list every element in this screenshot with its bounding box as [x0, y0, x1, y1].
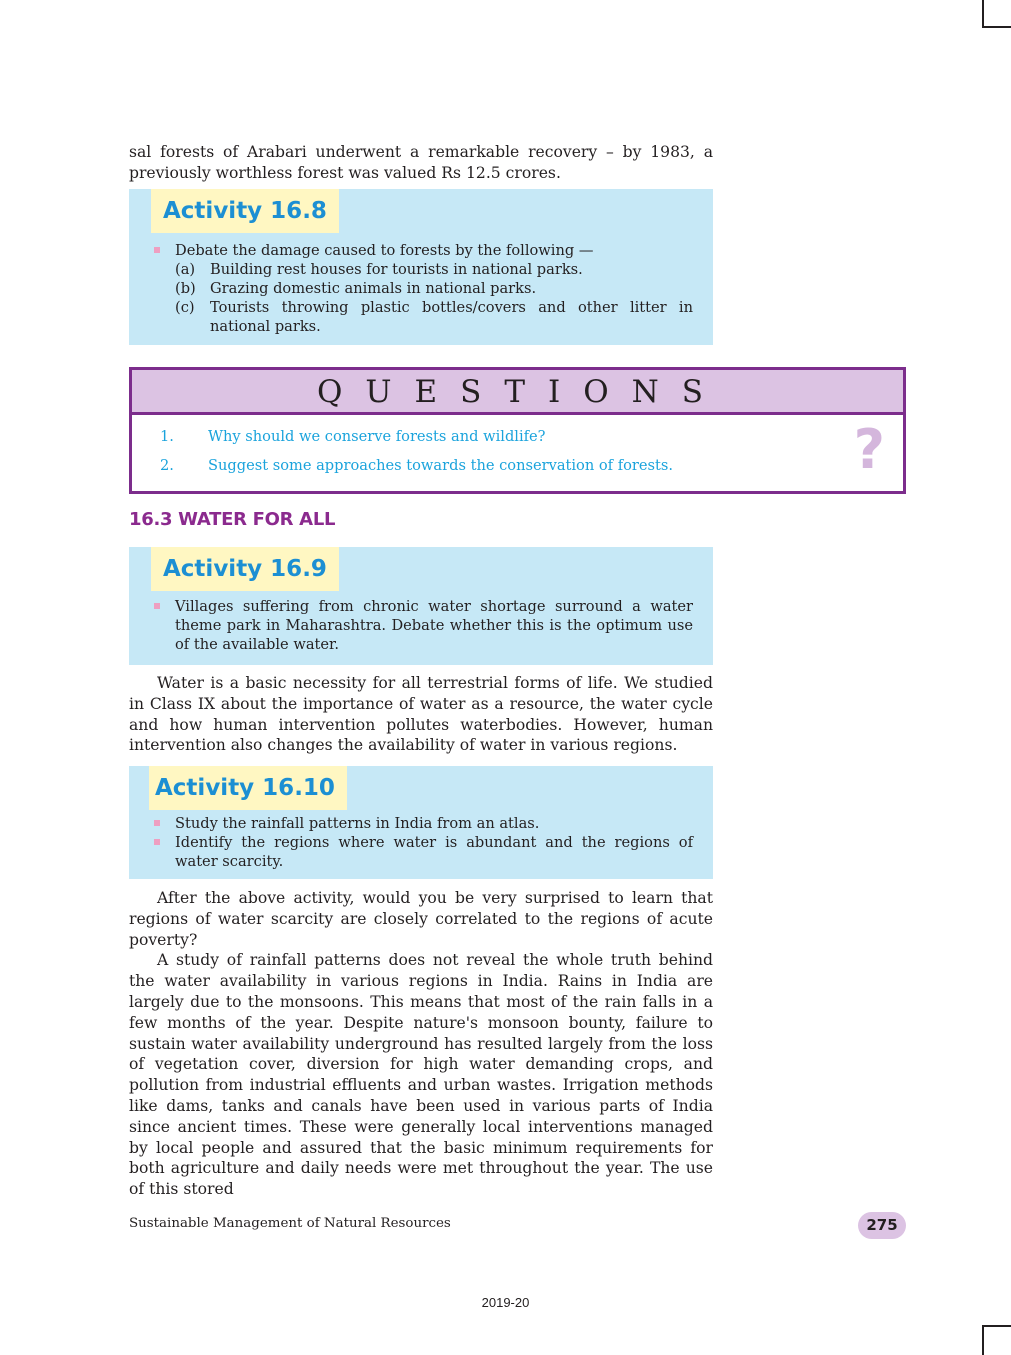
activity-subitem — [151, 279, 693, 298]
intro-paragraph — [129, 142, 713, 184]
paragraph-text: After the above activity, would you be very surprised to learn that regions of water scarcity are closely correlated to the regions of acute poverty? — [129, 889, 713, 949]
activity-bullet — [151, 241, 693, 260]
bullet-square-icon — [151, 597, 175, 654]
footer-book-title: Sustainable Management of Natural Resources — [129, 1216, 451, 1231]
subitem-label: (b) — [175, 280, 196, 297]
water-paragraph — [129, 673, 713, 756]
activity-box-16-9 — [129, 547, 713, 665]
page-number: 275 — [858, 1212, 906, 1239]
activity-subitem — [151, 260, 693, 279]
bullet-square-icon — [151, 814, 175, 833]
question-number: 1. — [160, 428, 174, 445]
intro-line: sal forests of Arabari underwent a remarkable recovery – by 1983, a — [129, 143, 713, 161]
section-heading: 16.3 WATER FOR ALL — [129, 509, 336, 530]
activity-bullet — [151, 814, 693, 833]
intro-line: previously worthless forest was valued Rs 12.5 crores. — [129, 163, 561, 182]
bullet-text: Study the rainfall patterns in India from an atlas. — [175, 815, 540, 832]
activity-body — [151, 241, 693, 336]
question-text: Why should we conserve forests and wildlife? — [208, 428, 546, 445]
activity-title: Activity 16.9 — [151, 547, 339, 591]
bullet-text: Identify the regions where water is abundant and the regions of water scarcity. — [175, 834, 693, 870]
subitem-text: Tourists throwing plastic bottles/covers and other litter in national parks. — [210, 299, 693, 335]
subitem-text: Grazing domestic animals in national parks. — [210, 280, 537, 297]
subitem-text: Building rest houses for tourists in national parks. — [210, 261, 583, 278]
questions-box — [129, 367, 906, 494]
bullet-square-icon — [151, 833, 175, 871]
activity-subitem — [151, 298, 693, 336]
activity-box-16-8 — [129, 189, 713, 345]
body-paragraphs — [129, 888, 713, 1200]
bullet-text: Debate the damage caused to forests by the following — — [175, 242, 594, 259]
activity-box-16-10 — [129, 766, 713, 879]
subitem-label: (a) — [175, 261, 196, 278]
crop-mark-top-right — [982, 0, 1011, 28]
activity-bullet — [151, 597, 693, 654]
question-item — [160, 428, 545, 445]
activity-title: Activity 16.10 — [149, 766, 347, 810]
bullet-text: Villages suffering from chronic water shortage surround a water theme park in Maharashtra. Debate whether this is the optimum use of the available water. — [175, 598, 693, 653]
paragraph-text: A study of rainfall patterns does not reveal the whole truth behind the water availability in various regions in India. Rains in India are largely due to the monsoons. This means that most of the rain falls in a few months of the year. Despite nature's monsoon bounty, failure to sustain water availability underground has resulted largely from the loss of vegetation cover, diversion for high water demanding crops, and pollution from industrial effluents and urban wastes. Irrigation methods like dams, tanks and canals have been used in various parts of India since ancient times. These were generally local interventions managed by local people and assured that the basic minimum requirements for both agriculture and daily needs were met throughout the year. The use of this stored — [129, 951, 713, 1199]
edition-year: 2019-20 — [481, 1295, 530, 1310]
question-number: 2. — [160, 457, 174, 474]
question-text: Suggest some approaches towards the conservation of forests. — [208, 457, 673, 474]
question-mark-icon: ? — [853, 418, 885, 481]
questions-heading: QUESTIONS — [132, 370, 903, 415]
question-item — [160, 457, 673, 474]
crop-mark-bottom-right — [982, 1325, 1011, 1355]
activity-body — [151, 814, 693, 871]
paragraph-text: Water is a basic necessity for all terrestrial forms of life. We studied in Class IX about the importance of water as a resource, the water cycle and how human intervention pollutes waterbodies. However, human intervention also changes the availability of water in various regions. — [129, 674, 713, 755]
activity-title: Activity 16.8 — [151, 189, 339, 233]
activity-body — [151, 597, 693, 654]
activity-bullet — [151, 833, 693, 871]
subitem-label: (c) — [175, 299, 195, 316]
bullet-square-icon — [151, 241, 175, 260]
